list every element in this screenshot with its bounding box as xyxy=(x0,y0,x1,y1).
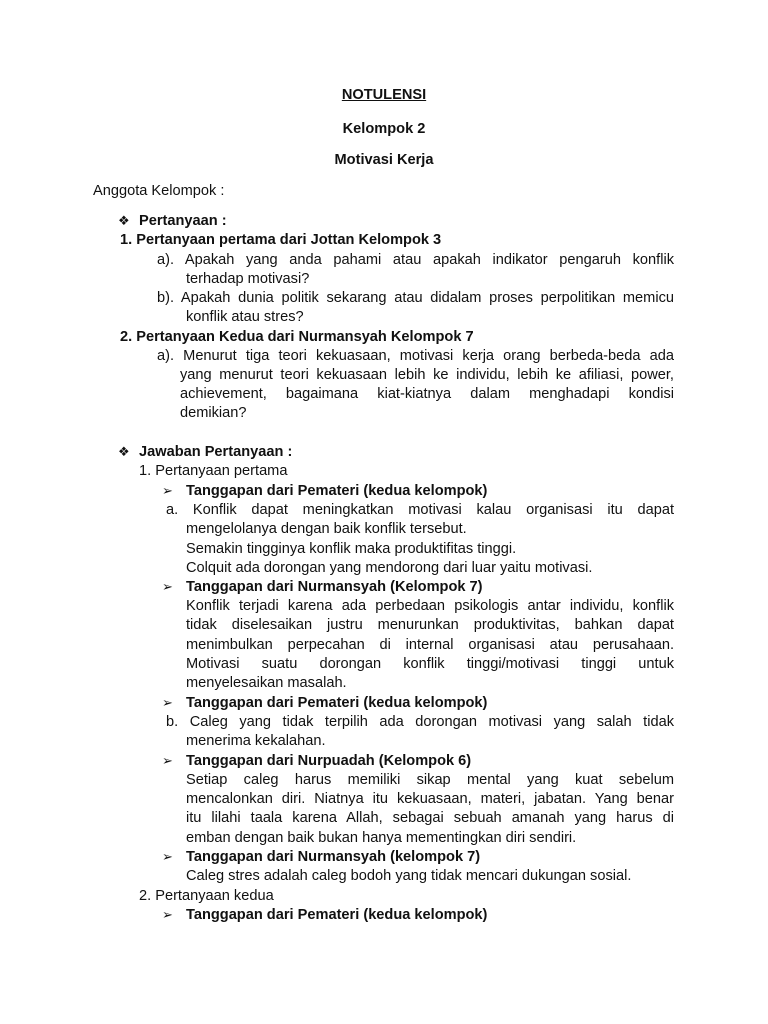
response-2-heading: Tanggapan dari Nurmansyah (Kelompok 7) xyxy=(186,579,483,595)
group-name: Kelompok 2 xyxy=(342,121,426,137)
document-title: NOTULENSI xyxy=(341,87,427,103)
arrow-bullet-icon: ➢ xyxy=(162,850,173,865)
question-2a-line-1: a). Menurut tiga teori kekuasaan, motivasi kerja orang berbeda-beda ada xyxy=(157,348,674,364)
response-6-heading: Tanggapan dari Pemateri (kedua kelompok) xyxy=(186,907,488,923)
response-3-heading: Tanggapan dari Pemateri (kedua kelompok) xyxy=(186,695,488,711)
response-4-line-4: emban dengan baik bukan hanya mementingkan diri sendiri. xyxy=(186,830,577,846)
response-4-line-3: itu lilahi taala karena Allah, sebagai sebuah amanah yang harus di xyxy=(186,810,674,826)
members-label: Anggota Kelompok : xyxy=(93,183,225,199)
response-2-line-4: Motivasi suatu dorongan konflik tinggi/motivasi tinggi untuk xyxy=(186,656,674,672)
response-1a-line-2: mengelolanya dengan baik konflik tersebut. xyxy=(186,521,467,537)
question-1b-line-2: konflik atau stres? xyxy=(186,309,304,325)
question-1a-line-2: terhadap motivasi? xyxy=(186,271,310,287)
arrow-bullet-icon: ➢ xyxy=(162,754,173,769)
question-1-title: 1. Pertanyaan pertama dari Jottan Kelompok 3 xyxy=(120,232,442,248)
response-2-line-2: tidak diselesaikan justru menurunkan produktivitas, bahkan dapat xyxy=(186,617,674,633)
question-2a-line-2: yang menurut teori kekuasaan lebih ke individu, lebih ke afiliasi, power, xyxy=(180,367,674,383)
answers-heading: Jawaban Pertanyaan : xyxy=(139,444,293,460)
response-5-heading: Tanggapan dari Nurmansyah (kelompok 7) xyxy=(186,849,481,865)
arrow-bullet-icon: ➢ xyxy=(162,696,173,711)
response-4-line-2: mencalonkan diri. Niatnya itu kekuasaan, materi, jabatan. Yang benar xyxy=(186,791,674,807)
response-4-line-1: Setiap caleg harus memiliki sikap mental yang kuat sebelum xyxy=(186,772,674,788)
response-3b-line-2: menerima kekalahan. xyxy=(186,733,326,749)
diamond-bullet-icon: ❖ xyxy=(118,214,130,229)
response-5-line-1: Caleg stres adalah caleg bodoh yang tidak mencari dukungan sosial. xyxy=(186,868,632,884)
answer-2-title: 2. Pertanyaan kedua xyxy=(139,888,274,904)
response-4-heading: Tanggapan dari Nurpuadah (Kelompok 6) xyxy=(186,753,472,769)
response-1-heading: Tanggapan dari Pemateri (kedua kelompok) xyxy=(186,483,488,499)
question-2-title: 2. Pertanyaan Kedua dari Nurmansyah Kelompok 7 xyxy=(120,329,474,345)
question-2a-line-4: demikian? xyxy=(180,405,247,421)
response-1a-line-1: a. Konflik dapat meningkatkan motivasi kalau organisasi itu dapat xyxy=(166,502,674,518)
response-2-line-1: Konflik terjadi karena ada perbedaan psikologis antar individu, konflik xyxy=(186,598,674,614)
response-1a-line-3: Semakin tingginya konflik maka produktifitas tinggi. xyxy=(186,541,517,557)
question-1a-line-1: a). Apakah yang anda pahami atau apakah indikator pengaruh konflik xyxy=(157,252,674,268)
topic-title: Motivasi Kerja xyxy=(334,152,434,168)
response-3b-line-1: b. Caleg yang tidak terpilih ada dorongan motivasi yang salah tidak xyxy=(166,714,674,730)
arrow-bullet-icon: ➢ xyxy=(162,908,173,923)
answer-1-title: 1. Pertanyaan pertama xyxy=(139,463,288,479)
questions-heading: Pertanyaan : xyxy=(139,213,227,229)
question-2a-line-3: achievement, bagaimana kiat-kiatnya dalam menghadapi kondisi xyxy=(180,386,674,402)
response-2-line-5: menyelesaikan masalah. xyxy=(186,675,347,691)
question-1b-line-1: b). Apakah dunia politik sekarang atau didalam proses perpolitikan memicu xyxy=(157,290,674,306)
arrow-bullet-icon: ➢ xyxy=(162,484,173,499)
response-1a-line-4: Colquit ada dorongan yang mendorong dari luar yaitu motivasi. xyxy=(186,560,593,576)
diamond-bullet-icon: ❖ xyxy=(118,445,130,460)
response-2-line-3: menimbulkan perpecahan di internal organisasi atau perusahaan. xyxy=(186,637,674,653)
arrow-bullet-icon: ➢ xyxy=(162,580,173,595)
